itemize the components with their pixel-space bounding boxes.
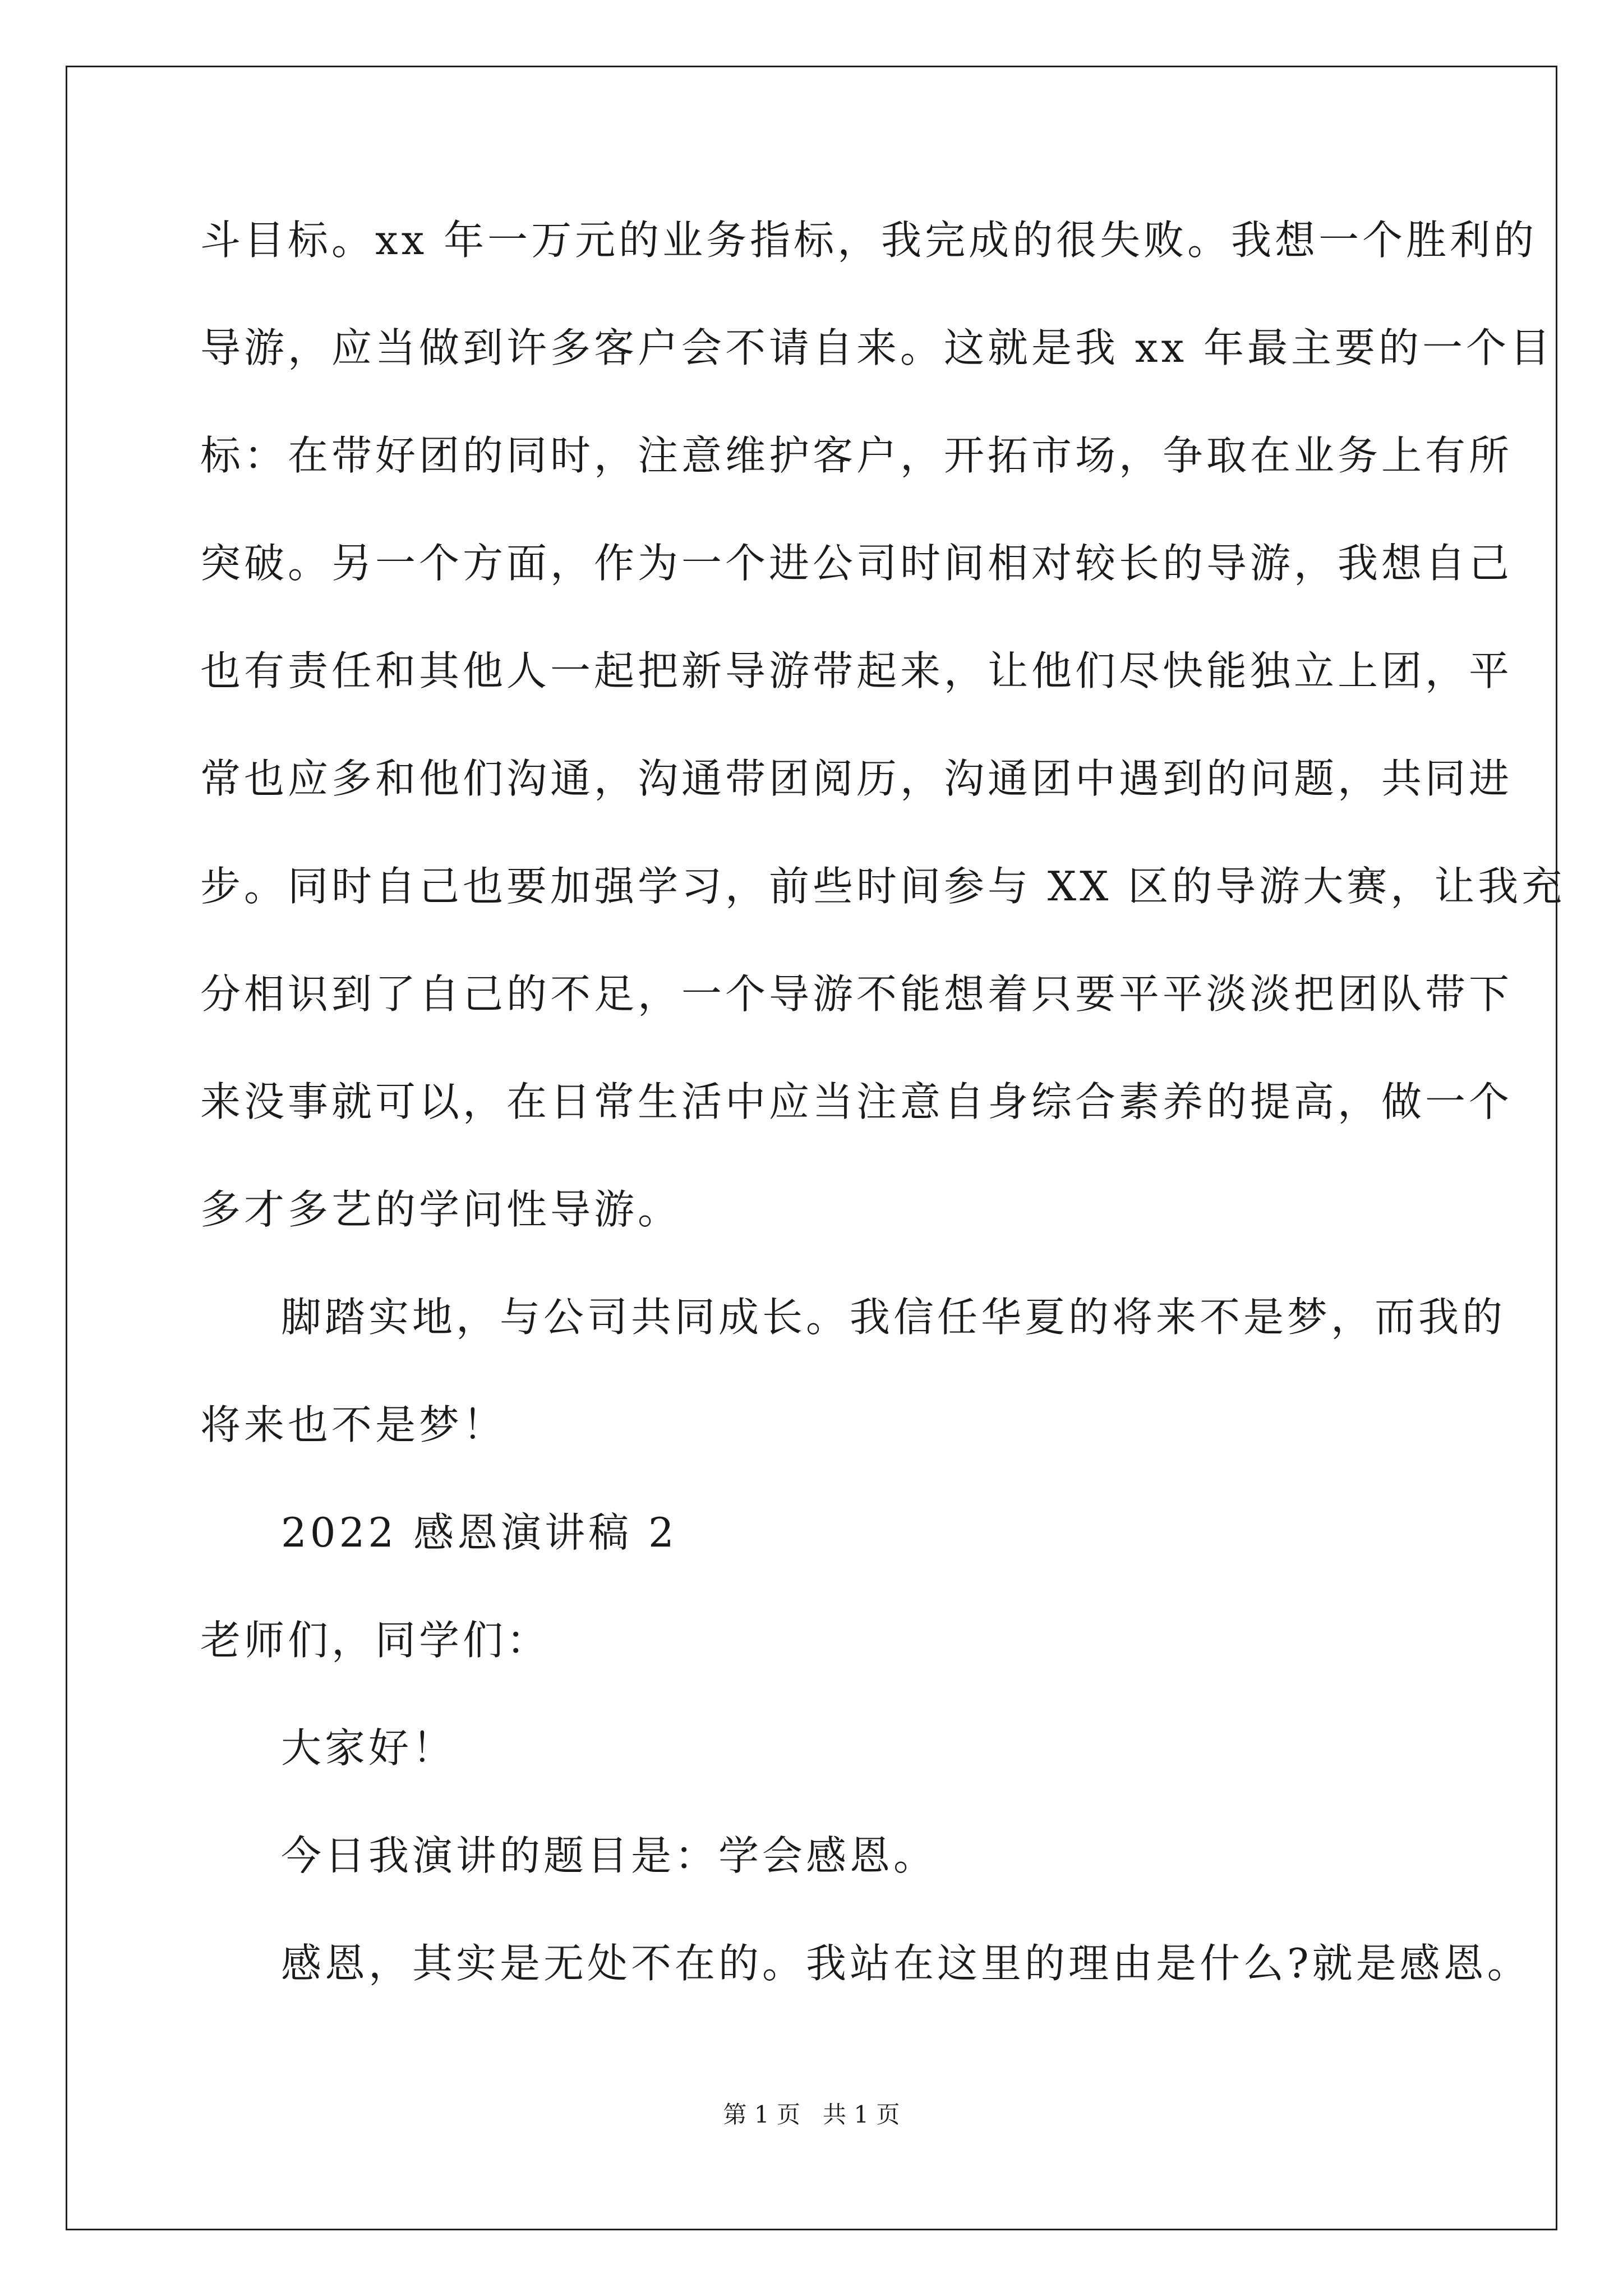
paragraph-line: 常也应多和他们沟通，沟通带团阅历，沟通团中遇到的问题，共同进	[200, 755, 1513, 802]
paragraph-line: 分相识到了自己的不足，一个导游不能想着只要平平淡淡把团队带下	[200, 970, 1513, 1018]
paragraph-line: 将来也不是梦！	[200, 1401, 507, 1448]
greeting: 大家好！	[281, 1724, 457, 1772]
paragraph-line: 今日我演讲的题目是：学会感恩。	[281, 1832, 938, 1879]
paragraph-line: 突破。另一个方面，作为一个进公司时间相对较长的导游，我想自己	[200, 540, 1513, 587]
section-heading: 2022 感恩演讲稿 2	[281, 1509, 677, 1556]
paragraph-line: 来没事就可以，在日常生活中应当注意自身综合素养的提高，做一个	[200, 1078, 1513, 1125]
page-border	[66, 66, 1557, 2230]
paragraph-line: 感恩，其实是无处不在的。我站在这里的理由是什么?就是感恩。	[281, 1940, 1531, 1987]
page-number-footer: 第 1 页 共 1 页	[723, 2101, 900, 2128]
paragraph-line: 斗目标。xx 年一万元的业务指标，我完成的很失败。我想一个胜利的	[200, 217, 1538, 264]
paragraph-line: 步。同时自己也要加强学习，前些时间参与 XX 区的导游大赛，让我充	[200, 863, 1566, 910]
salutation: 老师们，同学们：	[200, 1617, 551, 1664]
paragraph-line: 标：在带好团的同时，注意维护客户，开拓市场，争取在业务上有所	[200, 432, 1513, 479]
paragraph-line: 也有责任和其他人一起把新导游带起来，让他们尽快能独立上团，平	[200, 647, 1513, 694]
paragraph-line: 脚踏实地，与公司共同成长。我信任华夏的将来不是梦，而我的	[281, 1294, 1506, 1341]
paragraph-line: 多才多艺的学问性导游。	[200, 1186, 682, 1233]
paragraph-line: 导游，应当做到许多客户会不请自来。这就是我 xx 年最主要的一个目	[200, 324, 1553, 371]
